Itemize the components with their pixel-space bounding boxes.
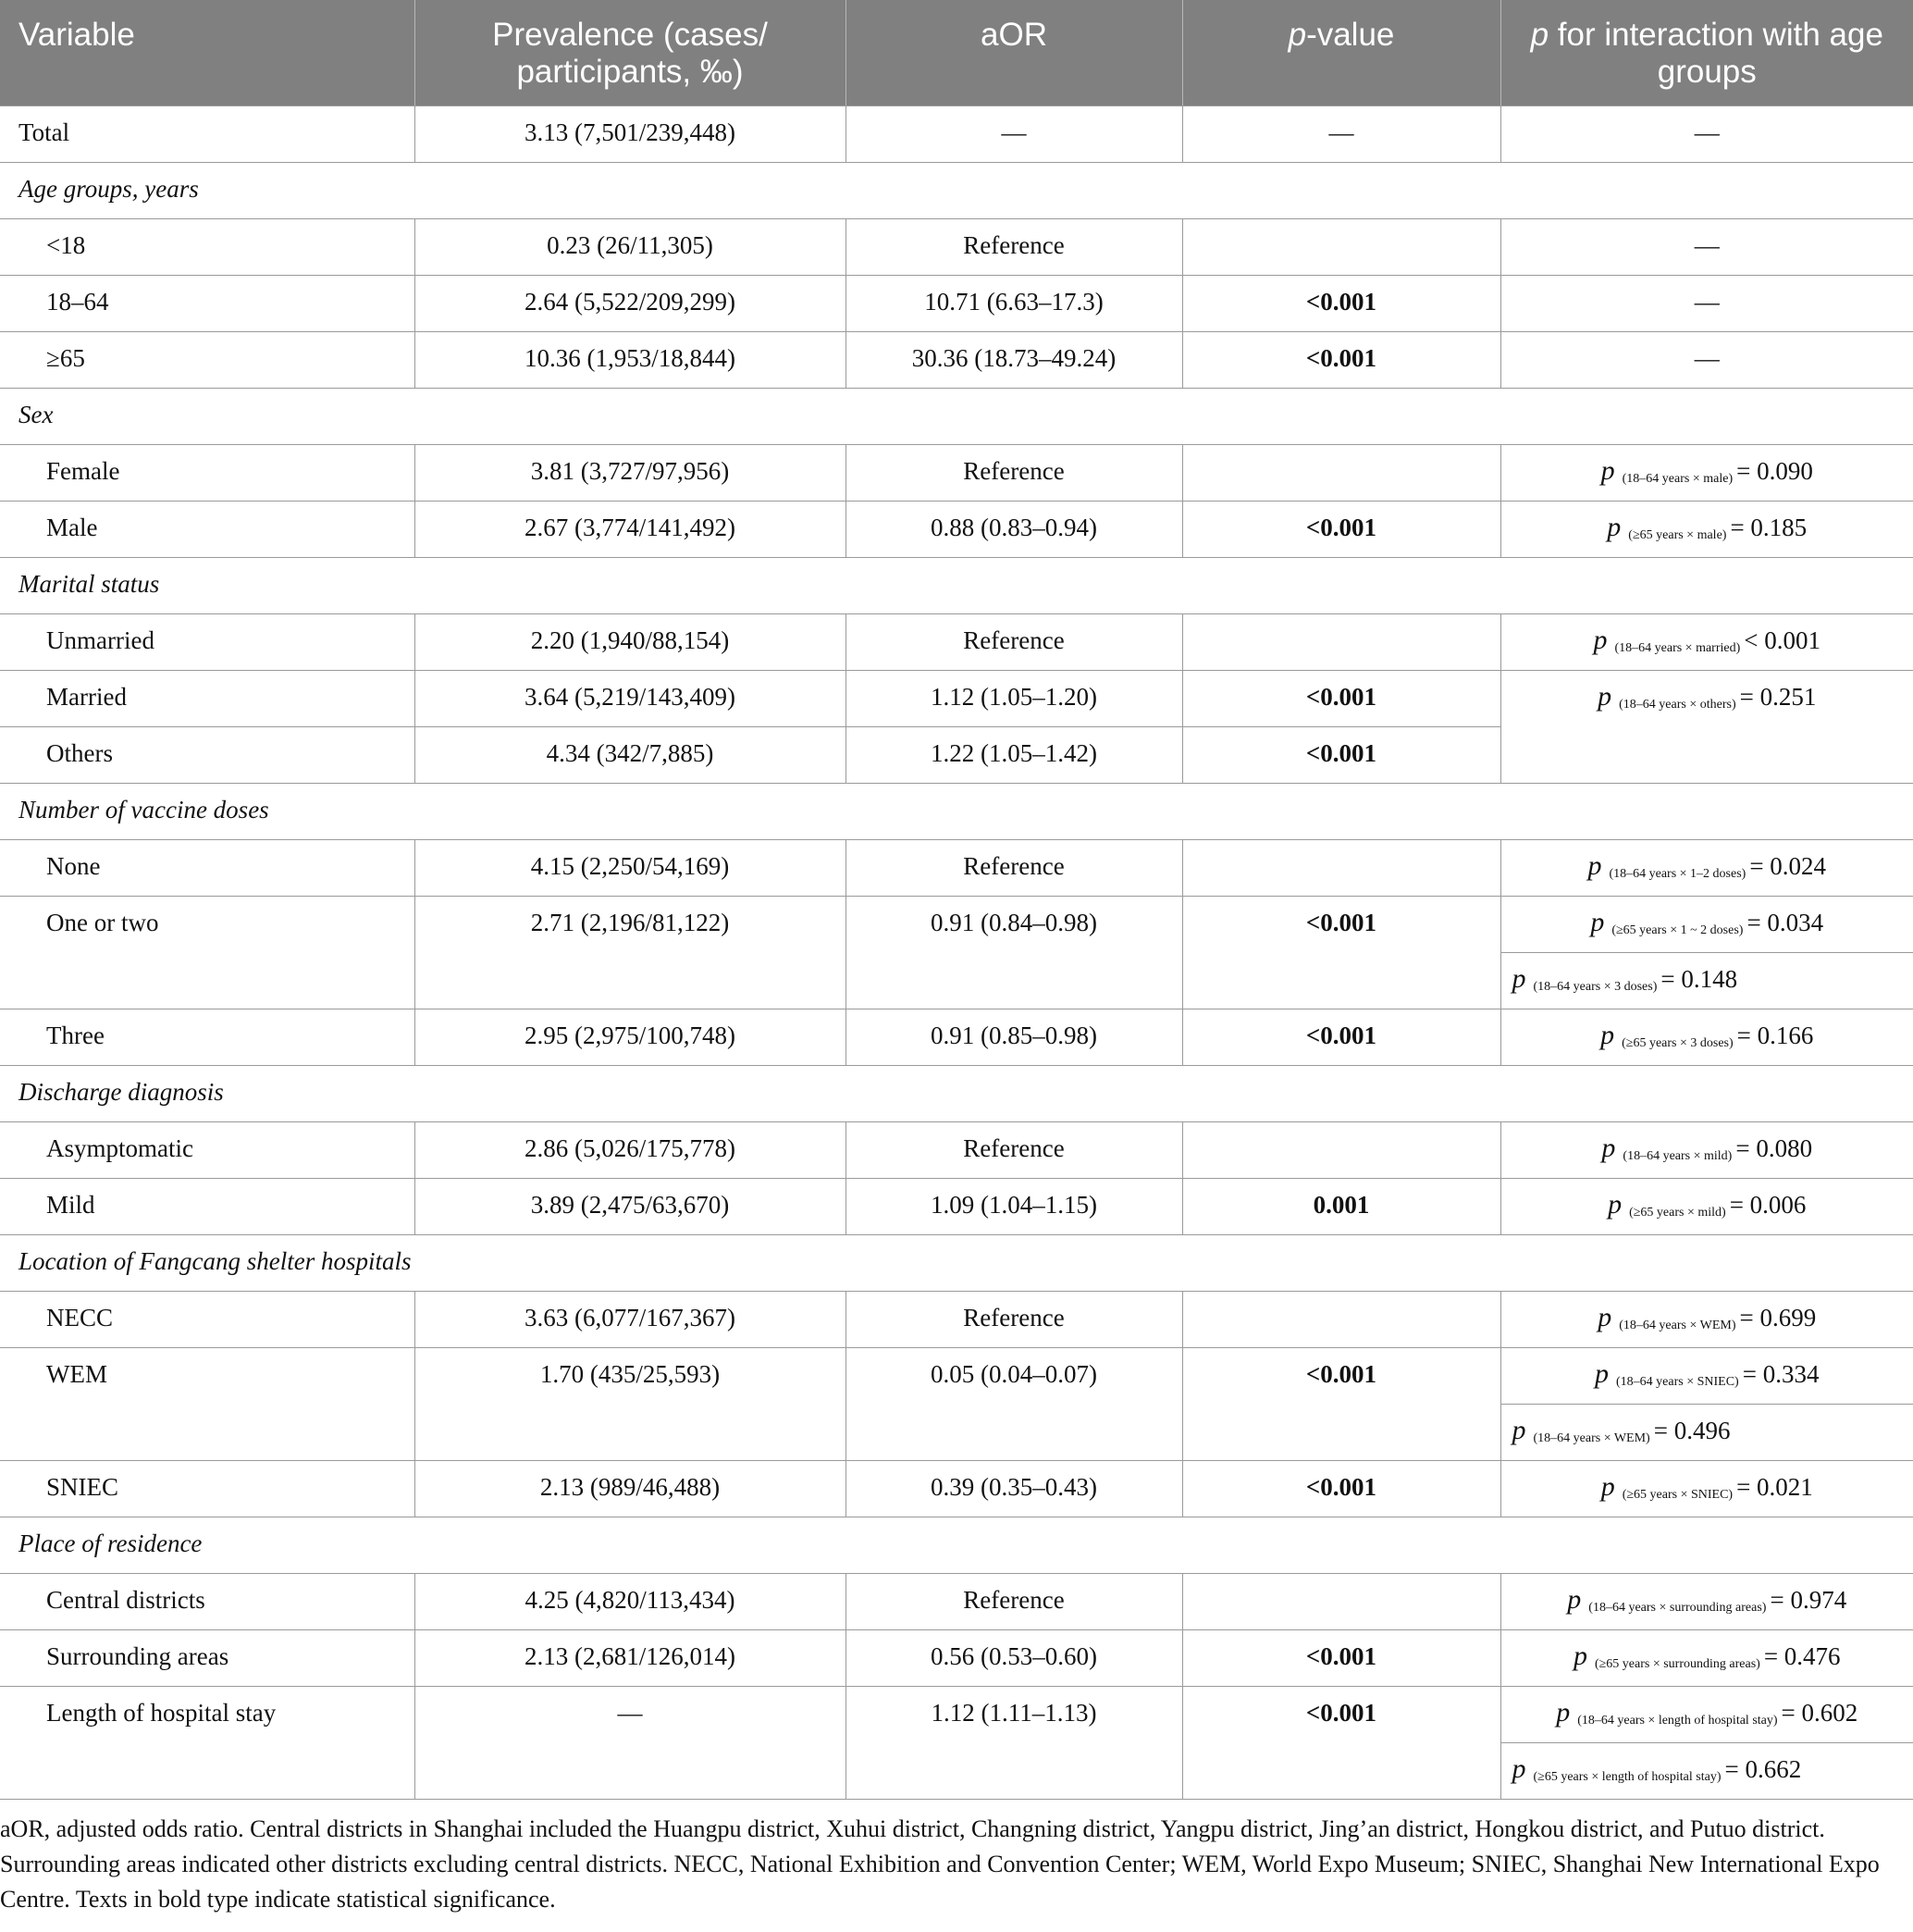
table-row <box>0 1121 1913 1178</box>
row-interaction: — <box>1500 275 1913 331</box>
interaction-subscript: (18–64 years × mild) <box>1623 1148 1733 1163</box>
row-aor: Reference <box>845 613 1182 670</box>
table-row <box>0 613 1913 670</box>
row-interaction <box>1500 613 1913 670</box>
row-label: None <box>0 839 414 896</box>
interaction-subscript: (18–64 years × male) <box>1622 471 1734 486</box>
row-pvalue <box>1182 1291 1500 1347</box>
section-row-location <box>0 1234 1913 1291</box>
row-interaction <box>1500 1573 1913 1629</box>
interaction-value: = 0.166 <box>1736 1021 1814 1049</box>
interaction-p: p <box>1567 1583 1582 1615</box>
table-row <box>0 275 1913 331</box>
table-row <box>0 1629 1913 1686</box>
total-aor: — <box>845 105 1182 162</box>
interaction-value: = 0.080 <box>1735 1133 1813 1162</box>
row-pvalue: <0.001 <box>1182 1347 1500 1460</box>
row-pvalue: <0.001 <box>1182 1460 1500 1517</box>
row-prevalence: 2.67 (3,774/141,492) <box>414 501 845 557</box>
row-label: One or two <box>0 896 414 1009</box>
row-label: Surrounding areas <box>0 1629 414 1686</box>
row-interaction <box>1500 1404 1913 1460</box>
row-label: 18–64 <box>0 275 414 331</box>
interaction-subscript: (18–64 years × WEM) <box>1533 1430 1650 1445</box>
section-row-discharge <box>0 1065 1913 1121</box>
section-row-vaccine <box>0 783 1913 839</box>
table-row <box>0 1573 1913 1629</box>
row-prevalence: 2.95 (2,975/100,748) <box>414 1009 845 1065</box>
interaction-subscript: (18–64 years × married) <box>1614 640 1741 655</box>
row-label: Others <box>0 726 414 783</box>
row-label: Three <box>0 1009 414 1065</box>
section-title-vaccine: Number of vaccine doses <box>0 783 1913 839</box>
section-title-sex: Sex <box>0 388 1913 444</box>
interaction-value: = 0.185 <box>1730 513 1808 541</box>
interaction-p: p <box>1595 1357 1610 1389</box>
row-pvalue: <0.001 <box>1182 1686 1500 1799</box>
interaction-value: = 0.974 <box>1770 1585 1847 1614</box>
interaction-p: p <box>1598 680 1612 712</box>
table-row <box>0 444 1913 501</box>
row-label: Unmarried <box>0 613 414 670</box>
row-prevalence: 3.89 (2,475/63,670) <box>414 1178 845 1234</box>
row-interaction <box>1500 1121 1913 1178</box>
interaction-p: p <box>1512 1414 1526 1445</box>
table-header <box>0 0 1913 105</box>
row-prevalence: 3.81 (3,727/97,956) <box>414 444 845 501</box>
section-title-location: Location of Fangcang shelter hospitals <box>0 1234 1913 1291</box>
interaction-value: = 0.148 <box>1660 964 1738 993</box>
row-label: Mild <box>0 1178 414 1234</box>
interaction-value: = 0.476 <box>1763 1641 1841 1670</box>
row-prevalence: — <box>414 1686 845 1799</box>
row-aor: Reference <box>845 839 1182 896</box>
table-row <box>0 218 1913 275</box>
row-aor: Reference <box>845 444 1182 501</box>
section-row-sex <box>0 388 1913 444</box>
row-aor: 1.12 (1.11–1.13) <box>845 1686 1182 1799</box>
row-pvalue <box>1182 839 1500 896</box>
table-row <box>0 1460 1913 1517</box>
row-pvalue: <0.001 <box>1182 275 1500 331</box>
row-interaction <box>1500 1347 1913 1404</box>
interaction-value: < 0.001 <box>1744 625 1821 654</box>
interaction-p: p <box>1601 1132 1616 1163</box>
row-aor: 1.22 (1.05–1.42) <box>845 726 1182 783</box>
row-interaction <box>1500 1009 1913 1065</box>
row-prevalence: 10.36 (1,953/18,844) <box>414 331 845 388</box>
total-pvalue: — <box>1182 105 1500 162</box>
row-pvalue <box>1182 1573 1500 1629</box>
section-row-residence <box>0 1517 1913 1573</box>
interaction-value: = 0.024 <box>1749 851 1827 880</box>
interaction-p: p <box>1590 906 1605 937</box>
row-prevalence: 4.15 (2,250/54,169) <box>414 839 845 896</box>
header-interaction-rest: for interaction with age groups <box>1549 17 1883 90</box>
row-aor: 0.05 (0.04–0.07) <box>845 1347 1182 1460</box>
row-aor: Reference <box>845 1291 1182 1347</box>
interaction-p: p <box>1608 1188 1623 1220</box>
row-label: <18 <box>0 218 414 275</box>
row-aor: 0.91 (0.84–0.98) <box>845 896 1182 1009</box>
interaction-p: p <box>1607 511 1622 542</box>
row-pvalue: <0.001 <box>1182 1009 1500 1065</box>
row-prevalence: 2.20 (1,940/88,154) <box>414 613 845 670</box>
row-prevalence: 2.13 (2,681/126,014) <box>414 1629 845 1686</box>
row-pvalue <box>1182 444 1500 501</box>
row-label: Married <box>0 670 414 726</box>
row-pvalue <box>1182 1121 1500 1178</box>
row-prevalence: 4.34 (342/7,885) <box>414 726 845 783</box>
row-pvalue: <0.001 <box>1182 501 1500 557</box>
header-interaction-p: p <box>1530 17 1549 53</box>
header-pvalue-p: p <box>1288 17 1307 53</box>
table-row <box>0 1291 1913 1347</box>
interaction-p: p <box>1556 1696 1571 1728</box>
row-prevalence: 2.71 (2,196/81,122) <box>414 896 845 1009</box>
table-row <box>0 896 1913 952</box>
total-label: Total <box>0 105 414 162</box>
header-interaction <box>1500 0 1913 105</box>
interaction-subscript: (≥65 years × male) <box>1628 527 1727 542</box>
section-title-discharge: Discharge diagnosis <box>0 1065 1913 1121</box>
section-title-age: Age groups, years <box>0 162 1913 218</box>
interaction-p: p <box>1600 1470 1615 1502</box>
header-pvalue <box>1182 0 1500 105</box>
row-label: ≥65 <box>0 331 414 388</box>
row-prevalence: 0.23 (26/11,305) <box>414 218 845 275</box>
row-interaction <box>1500 501 1913 557</box>
table-row <box>0 1347 1913 1404</box>
section-title-marital: Marital status <box>0 557 1913 613</box>
interaction-subscript: (≥65 years × surrounding areas) <box>1594 1656 1760 1671</box>
row-pvalue: <0.001 <box>1182 726 1500 783</box>
row-interaction <box>1500 1291 1913 1347</box>
interaction-subscript: (18–64 years × WEM) <box>1619 1318 1736 1332</box>
header-row <box>0 0 1913 105</box>
interaction-value: = 0.699 <box>1739 1303 1817 1331</box>
interaction-value: = 0.021 <box>1736 1472 1813 1501</box>
interaction-value: = 0.034 <box>1746 908 1824 936</box>
row-interaction <box>1500 1742 1913 1799</box>
row-pvalue: <0.001 <box>1182 1629 1500 1686</box>
interaction-p: p <box>1512 1752 1526 1784</box>
interaction-p: p <box>1600 454 1615 486</box>
table-row <box>0 839 1913 896</box>
section-row-age <box>0 162 1913 218</box>
row-interaction <box>1500 1686 1913 1742</box>
table-row-total <box>0 105 1913 162</box>
row-prevalence: 2.64 (5,522/209,299) <box>414 275 845 331</box>
row-label: Length of hospital stay <box>0 1686 414 1799</box>
row-interaction <box>1500 839 1913 896</box>
row-label: Male <box>0 501 414 557</box>
table-row <box>0 670 1913 726</box>
row-pvalue <box>1182 613 1500 670</box>
section-row-marital <box>0 557 1913 613</box>
interaction-value: = 0.496 <box>1653 1416 1731 1444</box>
interaction-subscript: (≥65 years × length of hospital stay) <box>1533 1769 1722 1784</box>
row-aor: 0.39 (0.35–0.43) <box>845 1460 1182 1517</box>
interaction-value: = 0.251 <box>1739 682 1817 711</box>
row-aor: 1.09 (1.04–1.15) <box>845 1178 1182 1234</box>
interaction-p: p <box>1512 962 1526 994</box>
row-interaction <box>1500 1178 1913 1234</box>
row-aor: Reference <box>845 218 1182 275</box>
row-aor: 10.71 (6.63–17.3) <box>845 275 1182 331</box>
row-prevalence: 4.25 (4,820/113,434) <box>414 1573 845 1629</box>
row-aor: 0.56 (0.53–0.60) <box>845 1629 1182 1686</box>
row-label: NECC <box>0 1291 414 1347</box>
table-body <box>0 105 1913 1799</box>
interaction-subscript: (18–64 years × 1–2 doses) <box>1609 866 1746 881</box>
row-prevalence: 3.63 (6,077/167,367) <box>414 1291 845 1347</box>
table-row <box>0 1178 1913 1234</box>
interaction-subscript: (≥65 years × SNIEC) <box>1622 1487 1734 1502</box>
interaction-subscript: (18–64 years × surrounding areas) <box>1588 1600 1767 1615</box>
table-row <box>0 1686 1913 1742</box>
interaction-subscript: (18–64 years × length of hospital stay) <box>1577 1713 1778 1728</box>
row-interaction <box>1500 952 1913 1009</box>
row-interaction <box>1500 1460 1913 1517</box>
interaction-subscript: (18–64 years × 3 doses) <box>1533 979 1658 994</box>
interaction-subscript: (18–64 years × SNIEC) <box>1616 1374 1739 1389</box>
table-footnote: aOR, adjusted odds ratio. Central districts in Shanghai included the Huangpu district, Xuhui district, Changning district, Yangpu district, Jing’an district, Hongkou district, and Putuo district. Surrounding areas indicated other districts excluding central districts. NECC, National Exhibition and Convention Center; WEM, World Expo Museum; SNIEC, Shanghai New International Expo Centre. Texts in bold type indicate statistical significance. <box>0 1815 1880 1913</box>
interaction-value: = 0.006 <box>1729 1190 1807 1219</box>
table-row <box>0 331 1913 388</box>
header-variable: Variable <box>0 0 414 105</box>
row-interaction <box>1500 670 1913 783</box>
row-prevalence: 2.86 (5,026/175,778) <box>414 1121 845 1178</box>
row-interaction <box>1500 444 1913 501</box>
header-aor: aOR <box>845 0 1182 105</box>
row-interaction <box>1500 1629 1913 1686</box>
table-row <box>0 1009 1913 1065</box>
interaction-value: = 0.602 <box>1781 1698 1858 1727</box>
row-prevalence: 3.64 (5,219/143,409) <box>414 670 845 726</box>
interaction-p: p <box>1600 1019 1615 1050</box>
row-aor: Reference <box>845 1121 1182 1178</box>
total-interaction: — <box>1500 105 1913 162</box>
row-interaction: — <box>1500 331 1913 388</box>
row-pvalue: <0.001 <box>1182 670 1500 726</box>
header-prevalence: Prevalence (cases/ participants, ‰) <box>414 0 845 105</box>
interaction-subscript: (≥65 years × mild) <box>1629 1205 1726 1220</box>
row-prevalence: 2.13 (989/46,488) <box>414 1460 845 1517</box>
row-aor: Reference <box>845 1573 1182 1629</box>
row-pvalue: <0.001 <box>1182 896 1500 1009</box>
header-pvalue-rest: -value <box>1306 17 1395 53</box>
interaction-p: p <box>1598 1301 1612 1332</box>
interaction-p: p <box>1593 624 1608 655</box>
row-aor: 30.36 (18.73–49.24) <box>845 331 1182 388</box>
interaction-subscript: (≥65 years × 1 ~ 2 doses) <box>1611 923 1744 937</box>
interaction-value: = 0.090 <box>1736 456 1813 485</box>
interaction-p: p <box>1573 1640 1587 1671</box>
interaction-value: = 0.334 <box>1742 1359 1820 1388</box>
row-label: Asymptomatic <box>0 1121 414 1178</box>
row-aor: 1.12 (1.05–1.20) <box>845 670 1182 726</box>
row-prevalence: 1.70 (435/25,593) <box>414 1347 845 1460</box>
section-title-residence: Place of residence <box>0 1517 1913 1573</box>
interaction-subscript: (18–64 years × others) <box>1619 697 1736 712</box>
row-aor: 0.91 (0.85–0.98) <box>845 1009 1182 1065</box>
interaction-p: p <box>1587 849 1602 881</box>
row-label: Central districts <box>0 1573 414 1629</box>
total-prevalence: 3.13 (7,501/239,448) <box>414 105 845 162</box>
interaction-subscript: (≥65 years × 3 doses) <box>1622 1035 1734 1050</box>
table-row <box>0 501 1913 557</box>
row-pvalue: <0.001 <box>1182 331 1500 388</box>
row-interaction <box>1500 896 1913 952</box>
row-aor: 0.88 (0.83–0.94) <box>845 501 1182 557</box>
row-interaction: — <box>1500 218 1913 275</box>
row-pvalue: 0.001 <box>1182 1178 1500 1234</box>
row-label: Female <box>0 444 414 501</box>
row-label: SNIEC <box>0 1460 414 1517</box>
row-label: WEM <box>0 1347 414 1460</box>
interaction-value: = 0.662 <box>1724 1754 1802 1783</box>
row-pvalue <box>1182 218 1500 275</box>
